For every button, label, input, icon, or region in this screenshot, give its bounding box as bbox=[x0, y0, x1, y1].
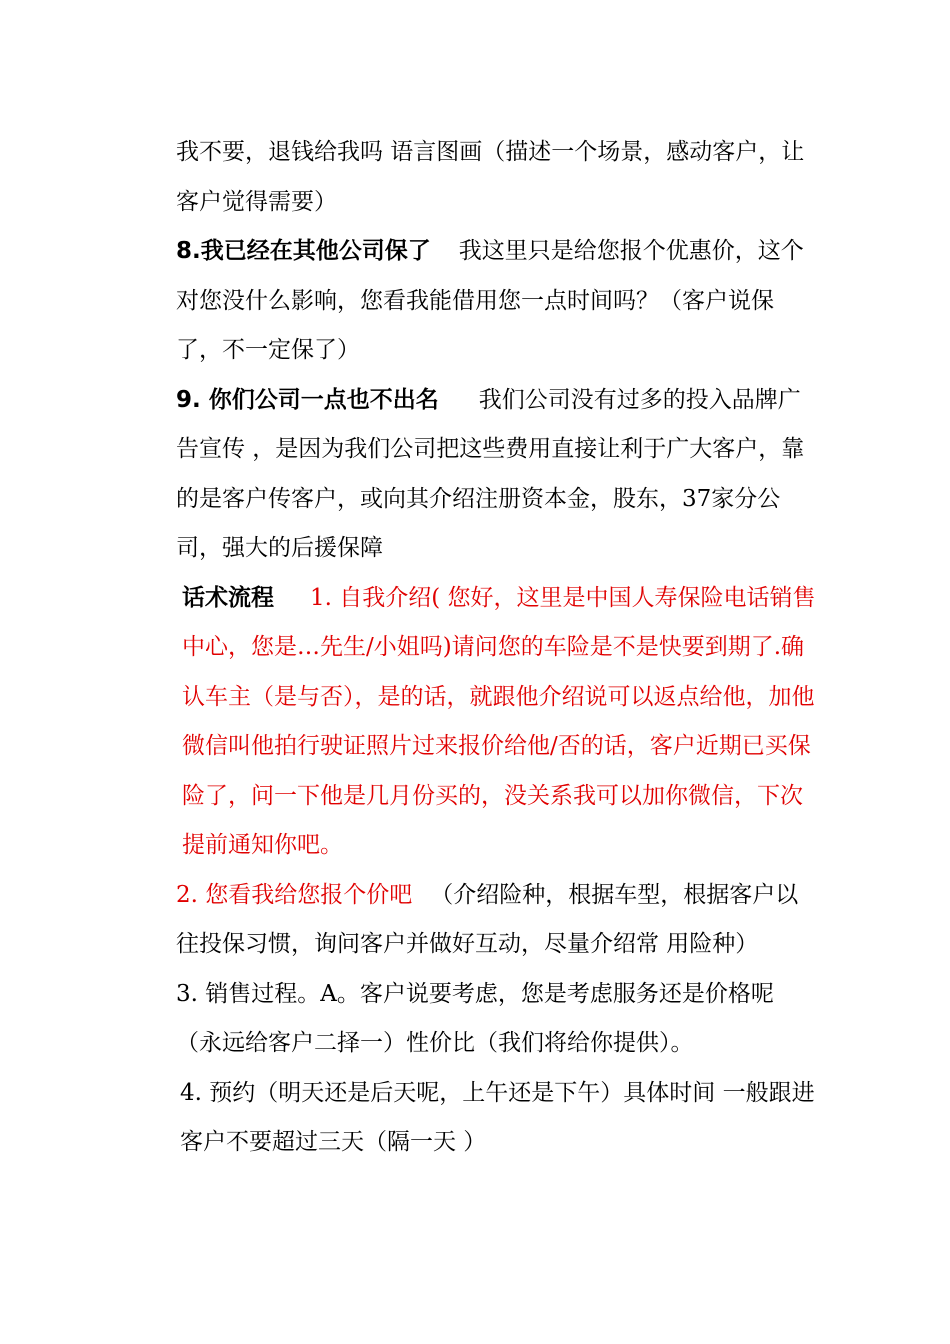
step-2-detail: （介绍险种，根据车型，根据客户以往投保习惯，询问客户并做好互动，尽量介绍常 用险种） bbox=[176, 881, 799, 957]
objection-9-response: 我们公司没有过多的投入品牌广告宣传 ，是因为我们公司把这些费用直接让利于广大客户，靠的是客户传客户，或向其介绍注册资本金，股东，37家分公司，强大的后援保障 bbox=[176, 386, 805, 561]
paragraph-step-4 bbox=[176, 1069, 816, 1168]
paragraph-text: 我不要，退钱给我吗 语言图画（描述一个场景，感动客户，让客户觉得需要） bbox=[176, 139, 805, 215]
paragraph-script-flow bbox=[176, 574, 816, 871]
step-4-text: 4. 预约（明天还是后天呢，上午还是下午）具体时间 一般跟进客户不要超过三天（隔一天 ） bbox=[180, 1079, 815, 1155]
paragraph-step-3 bbox=[176, 970, 816, 1069]
step-3-text: 3. 销售过程。A。客户说要考虑，您是考虑服务还是价格呢（永远给客户二择一）性价比（我们将给你提供）。 bbox=[176, 980, 774, 1056]
objection-8-response: 我这里只是给您报个优惠价，这个对您没什么影响，您看我能借用您一点时间吗？（客户说保了，不一定保了） bbox=[176, 238, 804, 363]
script-flow-heading: 话术流程 bbox=[182, 584, 274, 611]
objection-8-heading: 8.我已经在其他公司保了 bbox=[176, 238, 431, 264]
objection-9-heading: 9. 你们公司一点也不出名 bbox=[176, 386, 439, 413]
step-2-lead: 2. 您看我给您报个价吧 bbox=[176, 881, 413, 908]
paragraph-objection-8 bbox=[176, 227, 816, 376]
script-flow-step-1: 1. 自我介绍( 您好，这里是中国人寿保险电话销售中心，您是…先生/小姐吗)请问您的车险是不是快要到期了.确认车主（是与否），是的话，就跟他介绍说可以返点给他，加他微信叫他拍行驶证照片过来报价给他/否的话，客户近期已买保险了，问一下他是几月份买的，没关系我可以加你微信，下次提前通知你吧。 bbox=[182, 584, 816, 858]
paragraph-step-2 bbox=[176, 871, 816, 970]
paragraph-refund-objection bbox=[176, 128, 816, 227]
document-page bbox=[176, 128, 816, 1168]
paragraph-objection-9 bbox=[176, 376, 816, 574]
